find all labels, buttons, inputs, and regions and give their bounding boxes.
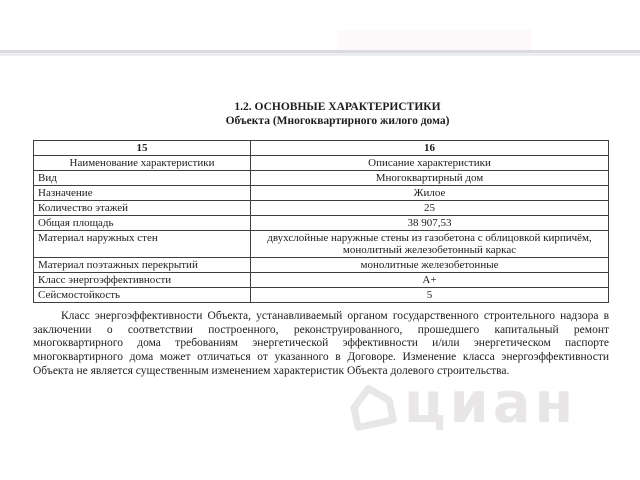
top-divider-fade <box>0 53 640 56</box>
row-name: Материал поэтажных перекрытий <box>34 258 251 273</box>
row-name: Класс энергоэффективности <box>34 273 251 288</box>
row-value: монолитные железобетонные <box>251 258 609 273</box>
watermark-text: циан <box>404 371 578 436</box>
row-value: двухслойные наружные стены из газобетона с облицовкой кирпичём, монолитный железобетонный каркас <box>251 231 609 258</box>
table-row <box>34 258 609 273</box>
section-title <box>50 100 625 128</box>
energy-class-note: Класс энергоэффективности Объекта, устанавливаемый органом государственного строительного надзора в заключении о соответствии построенного, реконструированного, прошедшего капитальный ремонт многоквартирного дома требованиям энергетической эффективности и/или энергетическом паспорте многоквартирного дома может отличаться от указанного в Договоре. Изменение класса энергоэффективности Объекта не является существенным изменением характеристик Объекта долевого строительства. <box>33 310 609 377</box>
table-row <box>34 273 609 288</box>
row-value: Многоквартирный дом <box>251 171 609 186</box>
scan-artifact-blotch <box>338 30 532 51</box>
row-name: Общая площадь <box>34 216 251 231</box>
characteristics-table <box>33 140 609 303</box>
column-title-name: Наименование характеристики <box>34 156 251 171</box>
table-row <box>34 231 609 258</box>
row-name: Количество этажей <box>34 201 251 216</box>
section-title-line2: Объекта (Многоквартирного жилого дома) <box>225 115 450 127</box>
row-value: А+ <box>251 273 609 288</box>
table-row <box>34 201 609 216</box>
row-name: Материал наружных стен <box>34 231 251 258</box>
row-value: Жилое <box>251 186 609 201</box>
table-row <box>34 216 609 231</box>
watermark <box>344 371 578 444</box>
table-header-row-titles <box>34 156 609 171</box>
row-name: Сейсмостойкость <box>34 288 251 303</box>
column-number-16: 16 <box>251 141 609 156</box>
section-title-line1: 1.2. ОСНОВНЫЕ ХАРАКТЕРИСТИКИ <box>234 101 441 113</box>
house-icon <box>344 376 400 444</box>
row-name: Назначение <box>34 186 251 201</box>
table-row <box>34 186 609 201</box>
table-header-row-numbers <box>34 141 609 156</box>
column-number-15: 15 <box>34 141 251 156</box>
table-row <box>34 171 609 186</box>
column-title-description: Описание характеристики <box>251 156 609 171</box>
row-value: 5 <box>251 288 609 303</box>
table-row <box>34 288 609 303</box>
row-value: 25 <box>251 201 609 216</box>
row-name: Вид <box>34 171 251 186</box>
row-value: 38 907,53 <box>251 216 609 231</box>
